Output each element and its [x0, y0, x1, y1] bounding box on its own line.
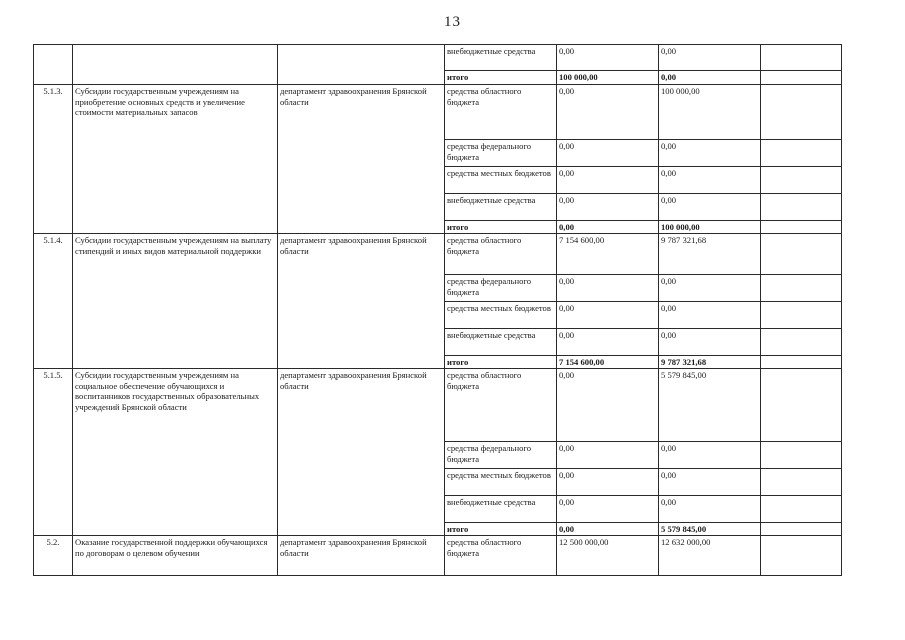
item-name: Субсидии государственным учреждениям на выплату стипендий и иных видов материальной поддержки — [73, 234, 278, 369]
table-row — [34, 234, 842, 275]
item-number: 5.2. — [34, 536, 73, 576]
item-executor: департамент здравоохранения Брянской области — [278, 536, 445, 576]
amount-cell: 100 000,00 — [659, 221, 761, 234]
amount-cell: 0,00 — [557, 275, 659, 302]
amount-cell: 7 154 600,00 — [557, 356, 659, 369]
empty-cell — [761, 302, 842, 329]
source-label: средства местных бюджетов — [445, 302, 557, 329]
source-label: средства федерального бюджета — [445, 442, 557, 469]
amount-cell: 5 579 845,00 — [659, 369, 761, 442]
item-executor — [278, 45, 445, 85]
amount-cell: 0,00 — [557, 496, 659, 523]
empty-cell — [761, 536, 842, 576]
empty-cell — [761, 329, 842, 356]
amount-cell: 0,00 — [557, 45, 659, 71]
empty-cell — [761, 356, 842, 369]
amount-cell: 0,00 — [557, 221, 659, 234]
amount-cell: 0,00 — [659, 45, 761, 71]
amount-cell: 9 787 321,68 — [659, 356, 761, 369]
source-label: итого — [445, 221, 557, 234]
source-label: внебюджетные средства — [445, 194, 557, 221]
empty-cell — [761, 234, 842, 275]
amount-cell: 0,00 — [659, 329, 761, 356]
item-executor: департамент здравоохранения Брянской области — [278, 234, 445, 369]
amount-cell: 100 000,00 — [659, 85, 761, 140]
item-name — [73, 45, 278, 85]
table-row — [34, 85, 842, 140]
empty-cell — [761, 71, 842, 85]
amount-cell: 0,00 — [659, 167, 761, 194]
empty-cell — [761, 221, 842, 234]
source-label: средства областного бюджета — [445, 536, 557, 576]
amount-cell: 100 000,00 — [557, 71, 659, 85]
source-label: средства областного бюджета — [445, 85, 557, 140]
item-number: 5.1.5. — [34, 369, 73, 536]
amount-cell: 7 154 600,00 — [557, 234, 659, 275]
empty-cell — [761, 496, 842, 523]
amount-cell: 0,00 — [659, 275, 761, 302]
item-number — [34, 45, 73, 85]
amount-cell: 0,00 — [659, 194, 761, 221]
amount-cell: 0,00 — [557, 329, 659, 356]
amount-cell: 0,00 — [557, 140, 659, 167]
amount-cell: 0,00 — [557, 369, 659, 442]
source-label: итого — [445, 71, 557, 85]
table-row — [34, 369, 842, 442]
source-label: средства местных бюджетов — [445, 469, 557, 496]
item-executor: департамент здравоохранения Брянской области — [278, 369, 445, 536]
empty-cell — [761, 469, 842, 496]
empty-cell — [761, 275, 842, 302]
source-label: итого — [445, 356, 557, 369]
amount-cell: 0,00 — [659, 140, 761, 167]
item-name: Субсидии государственным учреждениям на социальное обеспечение обучающихся и воспитанников государственных образовательных учреждений Брянской области — [73, 369, 278, 536]
source-label: средства местных бюджетов — [445, 167, 557, 194]
item-name: Оказание государственной поддержки обучающихся по договорам о целевом обучении — [73, 536, 278, 576]
empty-cell — [761, 194, 842, 221]
source-label: внебюджетные средства — [445, 45, 557, 71]
budget-table — [33, 44, 842, 576]
empty-cell — [761, 140, 842, 167]
amount-cell: 0,00 — [659, 302, 761, 329]
empty-cell — [761, 369, 842, 442]
empty-cell — [761, 523, 842, 536]
amount-cell: 0,00 — [659, 71, 761, 85]
amount-cell: 0,00 — [557, 85, 659, 140]
table-row — [34, 45, 842, 71]
item-executor: департамент здравоохранения Брянской области — [278, 85, 445, 234]
amount-cell: 0,00 — [557, 442, 659, 469]
source-label: внебюджетные средства — [445, 329, 557, 356]
empty-cell — [761, 85, 842, 140]
amount-cell: 0,00 — [557, 302, 659, 329]
source-label: средства федерального бюджета — [445, 140, 557, 167]
amount-cell: 0,00 — [659, 496, 761, 523]
amount-cell: 5 579 845,00 — [659, 523, 761, 536]
amount-cell: 12 632 000,00 — [659, 536, 761, 576]
source-label: итого — [445, 523, 557, 536]
page-number: 13 — [444, 14, 461, 30]
amount-cell: 0,00 — [659, 469, 761, 496]
source-label: средства федерального бюджета — [445, 275, 557, 302]
item-name: Субсидии государственным учреждениям на приобретение основных средств и увеличение стоимости материальных запасов — [73, 85, 278, 234]
empty-cell — [761, 45, 842, 71]
source-label: средства областного бюджета — [445, 234, 557, 275]
amount-cell: 0,00 — [659, 442, 761, 469]
amount-cell: 12 500 000,00 — [557, 536, 659, 576]
amount-cell: 0,00 — [557, 469, 659, 496]
amount-cell: 0,00 — [557, 167, 659, 194]
item-number: 5.1.4. — [34, 234, 73, 369]
table-row — [34, 536, 842, 576]
source-label: внебюджетные средства — [445, 496, 557, 523]
source-label: средства областного бюджета — [445, 369, 557, 442]
amount-cell: 0,00 — [557, 194, 659, 221]
empty-cell — [761, 167, 842, 194]
amount-cell: 0,00 — [557, 523, 659, 536]
amount-cell: 9 787 321,68 — [659, 234, 761, 275]
item-number: 5.1.3. — [34, 85, 73, 234]
empty-cell — [761, 442, 842, 469]
